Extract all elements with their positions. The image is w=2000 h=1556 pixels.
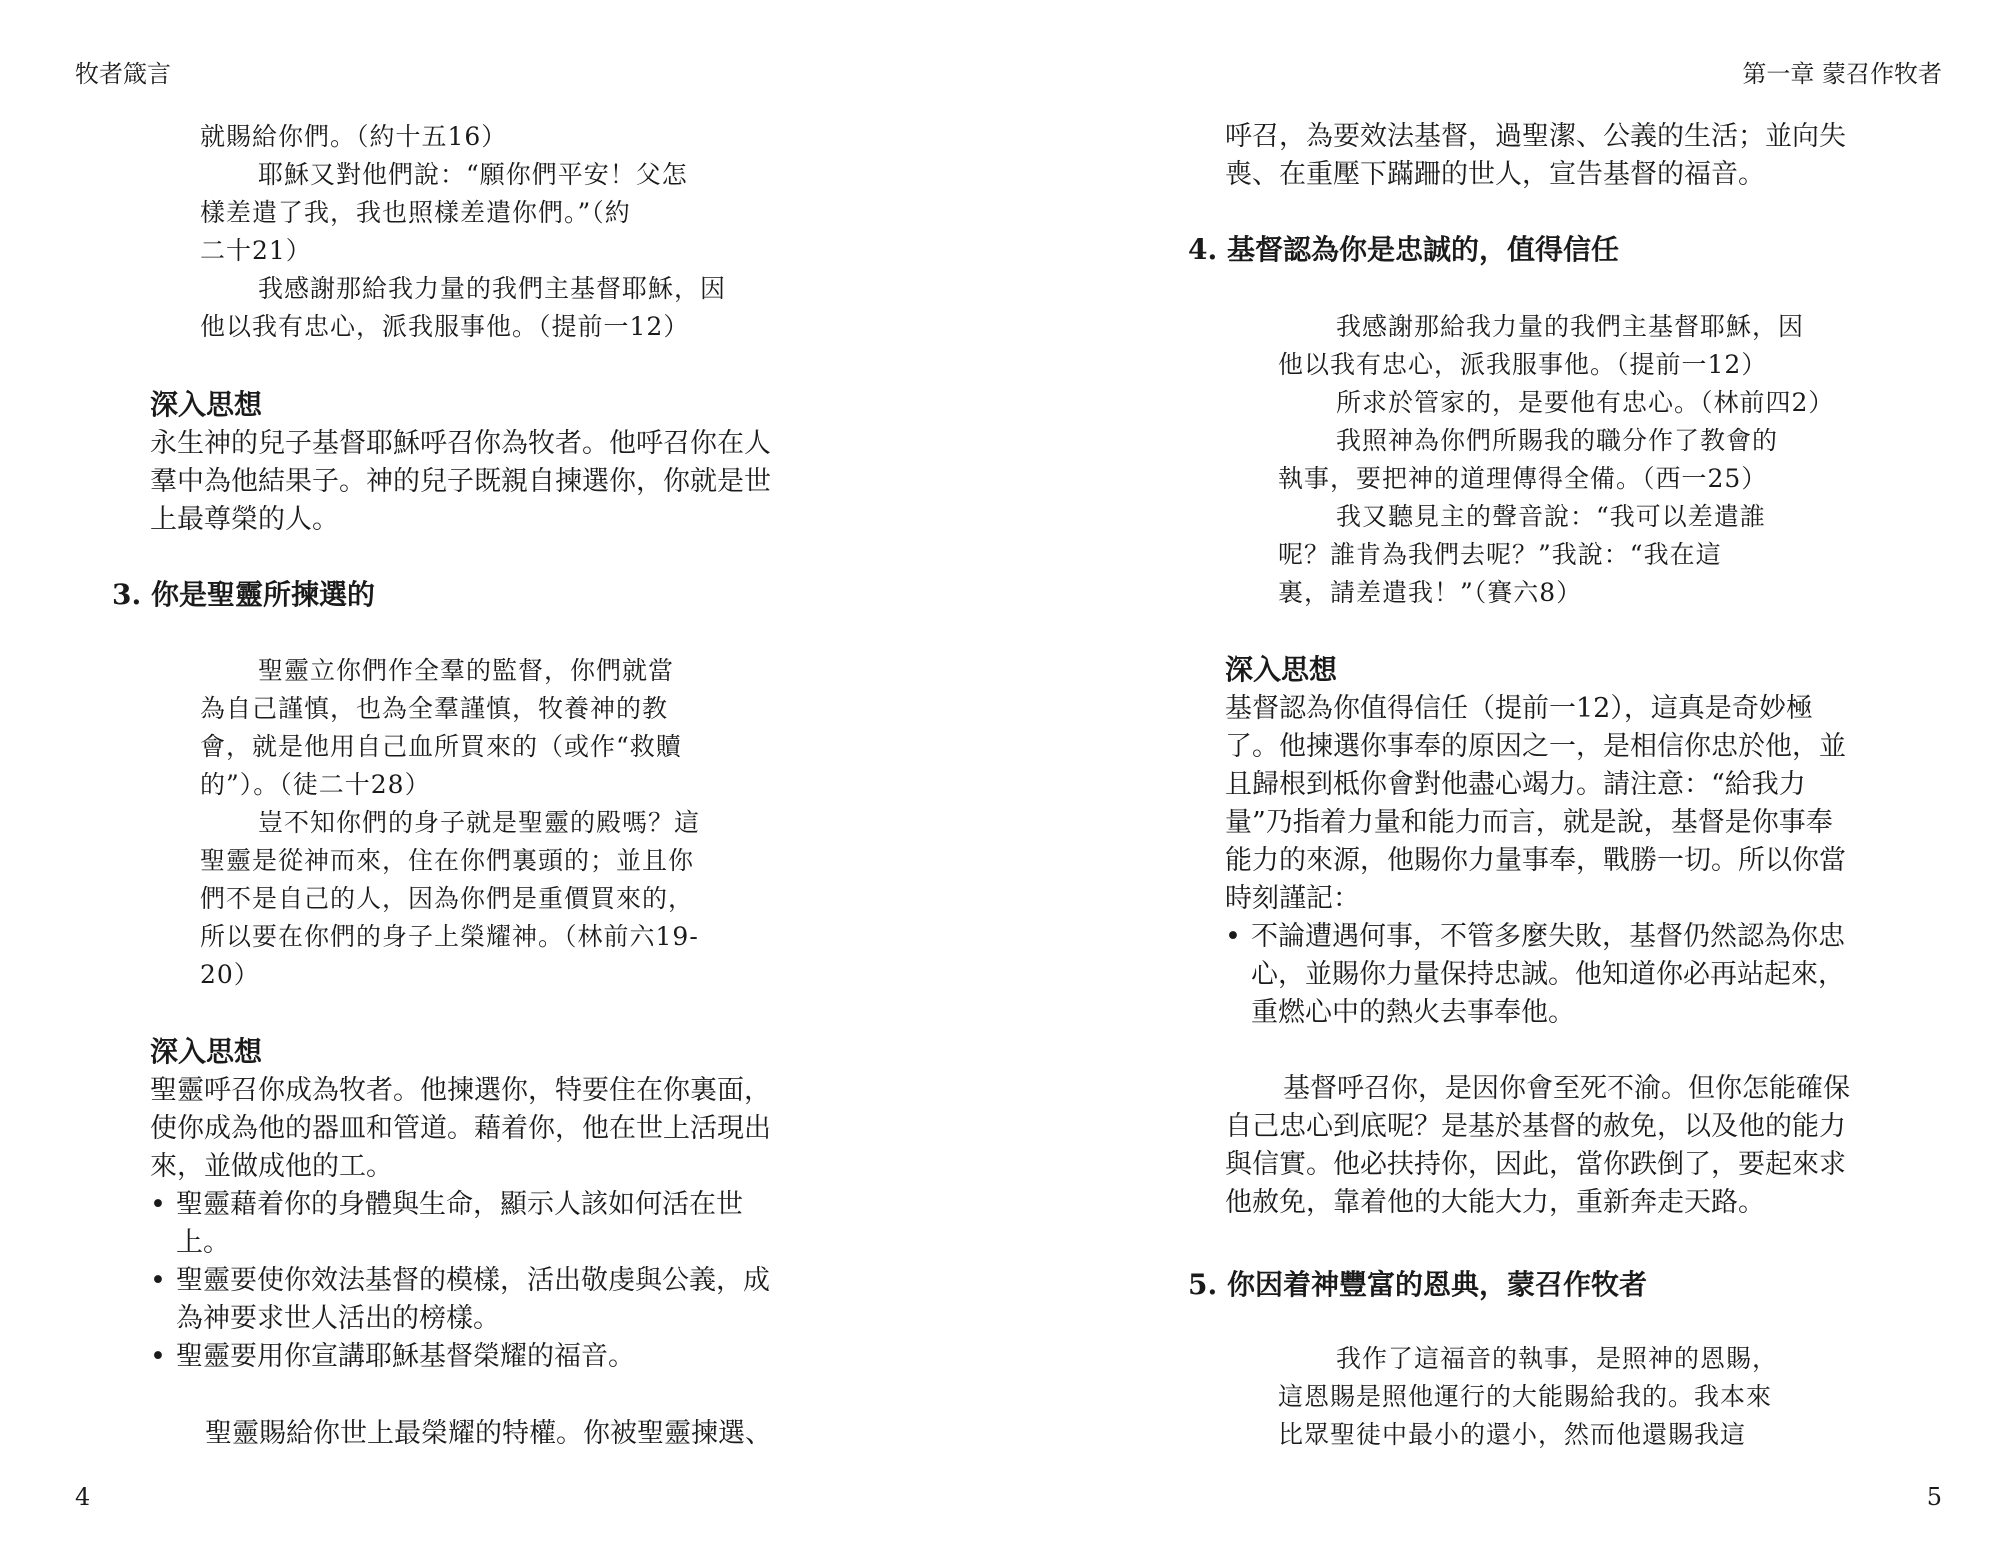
scripture-quote-5 [1278, 1340, 1778, 1454]
bullet-continuation: 為神要求世人活出的榜樣。 [176, 1303, 500, 1334]
paragraph-line: 自己忠心到底呢？是基於基督的赦免，以及他的能力 [1225, 1111, 1846, 1142]
bullet-item [150, 1186, 771, 1224]
quote-line: 聖靈是從神而來，住在你們裏頭的；並且你 [200, 846, 695, 875]
bullet-continuation: 上。 [176, 1227, 230, 1258]
quote-line: 我感謝那給我力量的我們主基督耶穌，因 [258, 274, 727, 303]
bullet-item [150, 1262, 771, 1300]
bullet-continuation: 心，並賜你力量保持忠誠。他知道你必再站起來， [1251, 959, 1845, 990]
bullet-item [150, 1338, 771, 1376]
quote-line: 他以我有忠心，派我服事他。（提前一12） [200, 312, 690, 341]
running-header-left: 牧者箴言 [75, 60, 171, 88]
quote-line: 所求於管家的，是要他有忠心。（林前四2） [1336, 388, 1835, 417]
scripture-quote-4 [1278, 308, 1834, 612]
deeper-thought-1 [150, 385, 771, 539]
paragraph-line: 他赦免，靠着他的大能大力，重新奔走天路。 [1225, 1187, 1765, 1218]
paragraph-line: 量”乃指着力量和能力而言，就是說，基督是你事奉 [1225, 807, 1833, 838]
paragraph-line: 基督呼召你，是因你會至死不渝。但你怎能確保 [1283, 1073, 1850, 1104]
quote-line: 們不是自己的人，因為你們是重價買來的， [200, 884, 695, 913]
deeper-thought-4 [1225, 650, 1846, 1032]
quote-line: 樣差遣了我，我也照樣差遣你們。”（約 [200, 198, 631, 227]
quote-line: 我照神為你們所賜我的職分作了教會的 [1336, 426, 1779, 455]
running-header-right: 第一章 蒙召作牧者 [1742, 60, 1942, 88]
quote-line: 裏，請差遣我！”（賽六8） [1278, 578, 1583, 607]
paragraph-line: 喪、在重壓下蹣跚的世人，宣告基督的福音。 [1225, 159, 1765, 190]
quote-line: 耶穌又對他們說：“願你們平安！父怎 [258, 160, 688, 189]
paragraph-line: 永生神的兒子基督耶穌呼召你為牧者。他呼召你在人 [150, 428, 771, 459]
paragraph-4 [1225, 1070, 1850, 1222]
quote-line: 執事，要把神的道理傳得全備。（西一25） [1278, 464, 1768, 493]
continued-paragraph [1225, 118, 1846, 194]
bullet-mark: • [150, 1265, 166, 1296]
right-page [1000, 0, 2000, 1556]
bullet-text: 聖靈藉着你的身體與生命，顯示人該如何活在世 [176, 1189, 743, 1220]
quote-line: 豈不知你們的身子就是聖靈的殿嗎？這 [258, 808, 701, 837]
quote-line: 我作了這福音的執事，是照神的恩賜， [1336, 1344, 1779, 1373]
quote-line: 所以要在你們的身子上榮耀神。（林前六19- [200, 922, 699, 951]
bullet-text: 聖靈要用你宣講耶穌基督榮耀的福音。 [176, 1341, 635, 1372]
paragraph-line: 且歸根到柢你會對他盡心竭力。請注意：“給我力 [1225, 769, 1806, 800]
deeper-thought-3 [150, 1032, 771, 1376]
quote-line: 這恩賜是照他運行的大能賜給我的。我本來 [1278, 1382, 1773, 1411]
quote-line: 就賜給你們。（約十五16） [200, 122, 508, 151]
quote-line: 聖靈立你們作全羣的監督，你們就當 [258, 656, 675, 685]
deeper-thought-title: 深入思想 [150, 1035, 263, 1068]
quote-line: 比眾聖徒中最小的還小，然而他還賜我這 [1278, 1420, 1747, 1449]
bullet-text: 不論遭遇何事，不管多麼失敗，基督仍然認為你忠 [1251, 921, 1845, 952]
section-heading-4 [1188, 230, 1619, 270]
page-number-right: 5 [1926, 1483, 1942, 1511]
section-title: 5. 你因着神豐富的恩典，蒙召作牧者 [1188, 1268, 1647, 1301]
bullet-continuation: 重燃心中的熱火去事奉他。 [1251, 997, 1575, 1028]
paragraph-line: 羣中為他結果子。神的兒子既親自揀選你，你就是世 [150, 466, 771, 497]
scripture-quote-3 [200, 652, 700, 994]
paragraph-line: 與信實。他必扶持你，因此，當你跌倒了，要起來求 [1225, 1149, 1846, 1180]
quote-line: 二十21） [200, 236, 312, 265]
section-heading-5 [1188, 1265, 1647, 1305]
paragraph-line: 能力的來源，他賜你力量事奉，戰勝一切。所以你當 [1225, 845, 1846, 876]
quote-line: 我又聽見主的聲音說：“我可以差遣誰 [1336, 502, 1766, 531]
paragraph-line: 聖靈賜給你世上最榮耀的特權。你被聖靈揀選、 [205, 1418, 772, 1449]
paragraph-line: 使你成為他的器皿和管道。藉着你，他在世上活現出 [150, 1113, 771, 1144]
quote-line: 的”）。（徒二十28） [200, 770, 431, 799]
bullet-mark: • [1225, 921, 1241, 952]
section-title: 4. 基督認為你是忠誠的，值得信任 [1188, 233, 1619, 266]
scripture-quote-1 [200, 118, 726, 346]
paragraph-line: 時刻謹記： [1225, 883, 1360, 914]
bullet-item [1225, 918, 1846, 956]
deeper-thought-title: 深入思想 [150, 388, 263, 421]
quote-line: 20） [200, 960, 260, 989]
paragraph-line: 上最尊榮的人。 [150, 504, 339, 535]
quote-line: 會，就是他用自己血所買來的（或作“救贖 [200, 732, 682, 761]
closing-paragraph [205, 1415, 772, 1453]
section-title: 3. 你是聖靈所揀選的 [112, 578, 375, 611]
paragraph-line: 呼召，為要效法基督，過聖潔、公義的生活；並向失 [1225, 121, 1846, 152]
section-heading-3 [112, 575, 375, 615]
quote-line: 呢？誰肯為我們去呢？”我說：“我在這 [1278, 540, 1722, 569]
bullet-mark: • [150, 1341, 166, 1372]
paragraph-line: 聖靈呼召你成為牧者。他揀選你，特要住在你裏面， [150, 1075, 771, 1106]
paragraph-line: 來，並做成他的工。 [150, 1151, 393, 1182]
deeper-thought-title: 深入思想 [1225, 653, 1338, 686]
quote-line: 他以我有忠心，派我服事他。（提前一12） [1278, 350, 1768, 379]
quote-line: 為自己謹慎，也為全羣謹慎，牧養神的教 [200, 694, 669, 723]
paragraph-line: 基督認為你值得信任（提前一12），這真是奇妙極 [1225, 693, 1813, 724]
bullet-mark: • [150, 1189, 166, 1220]
bullet-text: 聖靈要使你效法基督的模樣，活出敬虔與公義，成 [176, 1265, 770, 1296]
quote-line: 我感謝那給我力量的我們主基督耶穌，因 [1336, 312, 1805, 341]
page-number-left: 4 [75, 1483, 91, 1511]
paragraph-line: 了。他揀選你事奉的原因之一，是相信你忠於他，並 [1225, 731, 1846, 762]
